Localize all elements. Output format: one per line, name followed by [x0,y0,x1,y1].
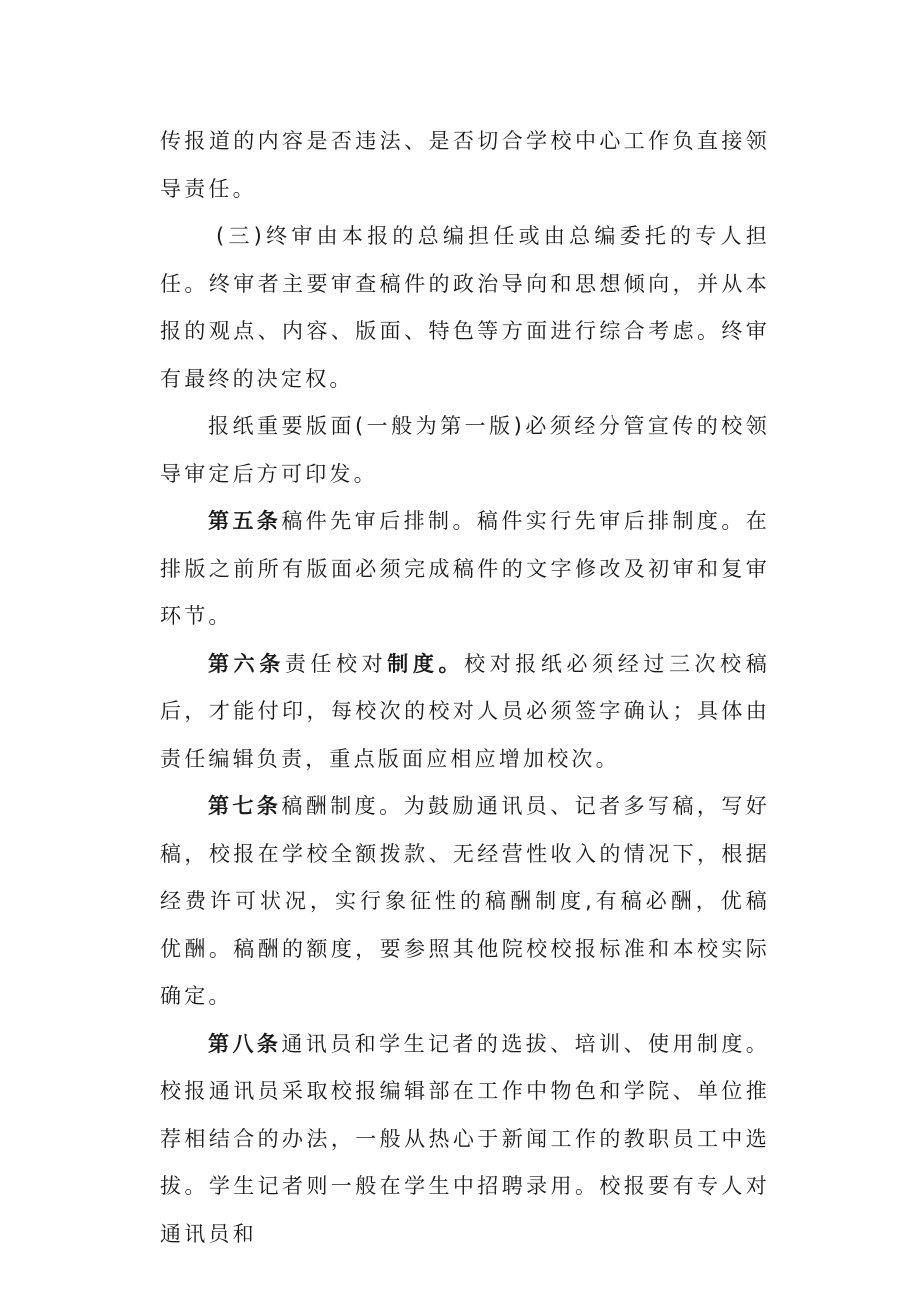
paragraph-final-review [160,213,770,403]
paragraph-text: 稿酬制度。为鼓励通讯员、记者多写稿，写好稿，校报在学校全额拨款、无经营性收入的情况下，根据经费许可状况，实行象征性的稿酬制度,有稿必酬，优稿优酬。稿酬的额度，要参照其他院校校报标准和本校实际确定。 [160,794,770,1008]
paragraph-article-6 [160,641,770,784]
article-number: 第五条 [208,509,282,533]
paragraph-text: 责任校对 [284,651,388,676]
paragraph-continuation [160,118,770,213]
paragraph-text: (三)终审由本报的总编担任或由总编委托的专人担任。终审者主要审查稿件的政治导向和思想倾向，并从本报的观点、内容、版面、特色等方面进行综合考虑。终审有最终的决定权。 [160,224,770,391]
paragraph-text: 通讯员和学生记者的选拔、培训、使用制度。校报通讯员采取校报编辑部在工作中物色和学院、单位推荐相结合的办法，一般从热心于新闻工作的教职员工中选拔。学生记者则一般在学生中招聘录用。校报要有专人对通讯员和 [160,1031,770,1246]
paragraph-article-5 [160,498,770,641]
paragraph-text: 报纸重要版面(一般为第一版)必须经分管宣传的校领导审定后方可印发。 [160,414,770,486]
paragraph-text: 传报道的内容是否违法、是否切合学校中心工作负直接领导责任。 [160,129,770,201]
article-number: 第六条 [208,651,285,676]
article-number: 第八条 [208,1031,282,1056]
paragraph-bold-text: 制度。 [387,651,465,676]
paragraph-article-8 [160,1021,770,1259]
paragraph-text: 校对报纸必须经过三次校稿后，才能付印，每校次的校对人员必须签字确认；具体由责任编辑负责，重点版面应相应增加校次。 [160,651,770,771]
paragraph-text: 稿件先审后排制。稿件实行先审后排制度。在排版之前所有版面必须完成稿件的文字修改及初审和复审环节。 [160,509,770,628]
paragraph-front-page-approval [160,403,770,498]
document-body [160,118,770,1258]
paragraph-article-7 [160,783,770,1021]
article-number: 第七条 [208,794,282,818]
